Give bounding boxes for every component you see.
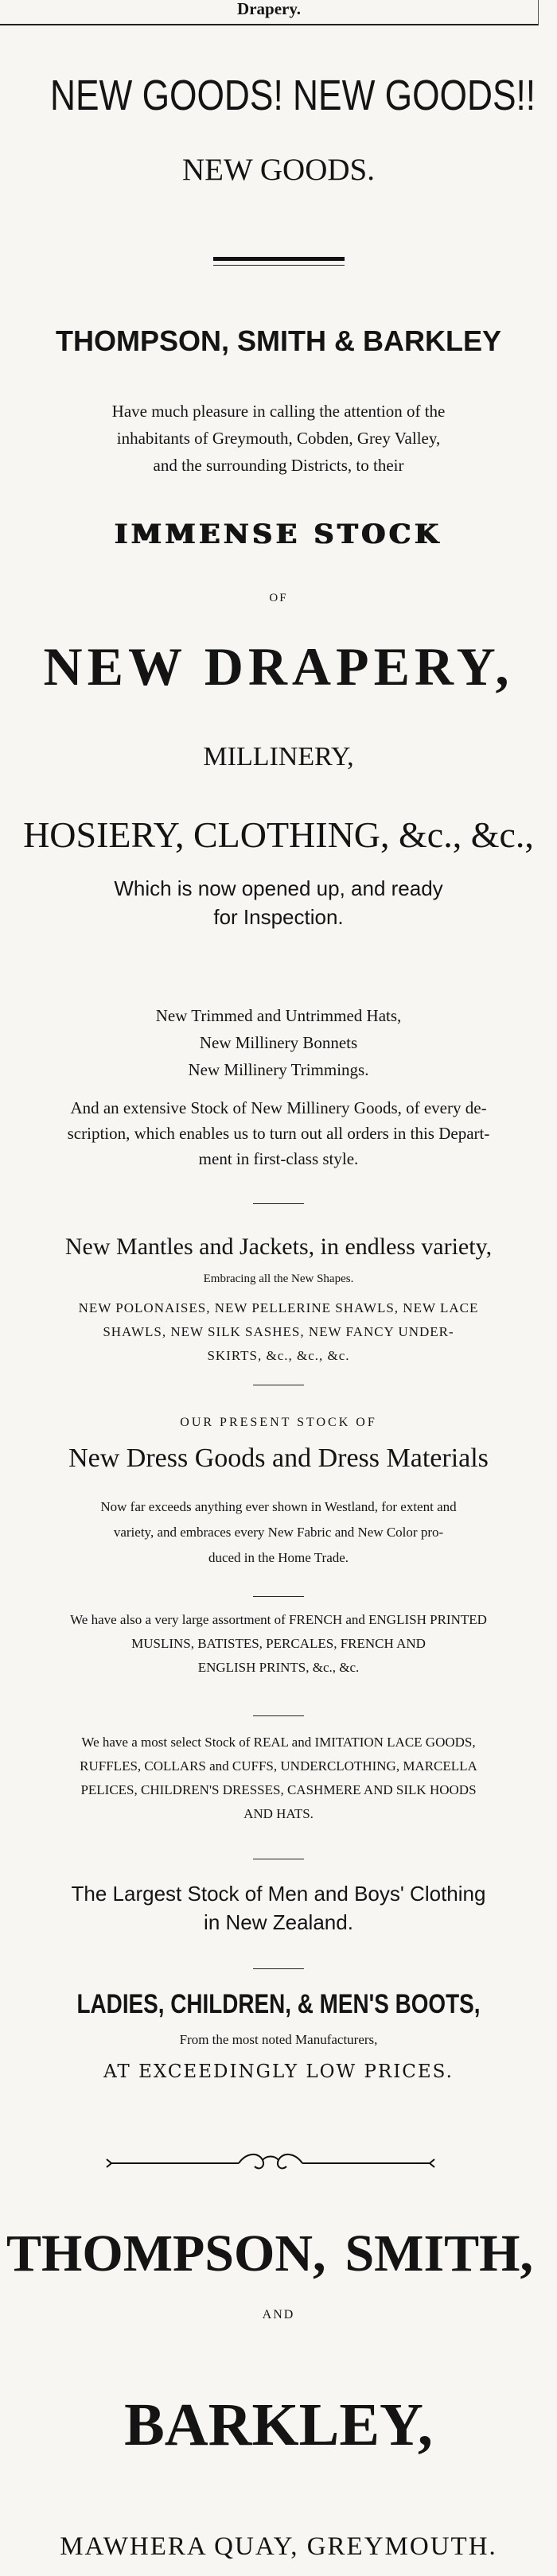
- signature-barkley: BARKLEY,: [124, 2391, 433, 2458]
- shapes-note: Embracing all the New Shapes.: [203, 1272, 354, 1285]
- paragraph-line: ENGLISH PRINTS, &c., &c.: [197, 1660, 360, 1675]
- paragraph-line: Now far exceeds anything ever shown in Westland, for extent and: [100, 1499, 457, 1514]
- paragraph-line: duced in the Home Trade.: [208, 1550, 349, 1565]
- address: MAWHERA QUAY, GREYMOUTH.: [60, 2532, 497, 2561]
- paragraph-line: We have also a very large assortment of FRENCH and ENGLISH PRINTED: [70, 1612, 487, 1627]
- manufacturers-note: From the most noted Manufacturers,: [179, 2032, 378, 2047]
- signature-thompson: THOMPSON,: [6, 2224, 326, 2283]
- paragraph-line: And an extensive Stock of New Millinery Goods, of every de-: [70, 1098, 487, 1117]
- paragraph-line: variety, and embraces every New Fabric and New Color pro-: [113, 1525, 444, 1540]
- inspection-line: for Inspection.: [213, 905, 344, 929]
- signature-smith: SMITH,: [345, 2224, 533, 2283]
- short-divider: [253, 1968, 304, 1969]
- of-label: OF: [269, 592, 288, 604]
- intro-line: and the surrounding Districts, to their: [153, 456, 404, 475]
- paragraph-line: We have a most select Stock of REAL and IMITATION LACE GOODS,: [81, 1735, 476, 1750]
- paragraph-line: PELICES, CHILDREN'S DRESSES, CASHMERE AND SILK HOODS: [80, 1782, 477, 1797]
- section-header: Drapery.: [0, 0, 539, 25]
- short-divider: [253, 1203, 304, 1204]
- boots-heading: LADIES, CHILDREN, & MEN'S BOOTS,: [76, 1989, 481, 2019]
- headline-new-goods: NEW GOODS! NEW GOODS!!: [50, 72, 536, 119]
- divider-thick: [213, 257, 345, 261]
- hosiery-clothing: HOSIERY, CLOTHING, &c., &c.,: [23, 814, 534, 855]
- paragraph-line: NEW POLONAISES, NEW PELLERINE SHAWLS, NEW LACE: [78, 1300, 479, 1315]
- flourish-ornament: [103, 2147, 438, 2179]
- paragraph-line: ment in first-class style.: [198, 1149, 359, 1168]
- paragraph-line: SHAWLS, NEW SILK SASHES, NEW FANCY UNDER-: [103, 1324, 454, 1339]
- millinery: MILLINERY,: [203, 742, 354, 771]
- list-item: New Millinery Trimmings.: [188, 1060, 369, 1079]
- intro-line: Have much pleasure in calling the attention of the: [111, 402, 446, 421]
- paragraph-line: MUSLINS, BATISTES, PERCALES, FRENCH AND: [131, 1636, 426, 1651]
- clothing-line: The Largest Stock of Men and Boys' Clothing: [71, 1882, 486, 1906]
- immense-stock: IMMENSE STOCK: [115, 519, 442, 550]
- list-item: New Trimmed and Untrimmed Hats,: [155, 1006, 402, 1025]
- low-prices: AT EXCEEDINGLY LOW PRICES.: [103, 2061, 454, 2082]
- paragraph-line: AND HATS.: [243, 1806, 314, 1821]
- mantles-heading: New Mantles and Jackets, in endless variety,: [64, 1234, 493, 1260]
- divider-thin: [213, 265, 345, 266]
- inspection-line: Which is now opened up, and ready: [114, 876, 443, 900]
- present-stock: OUR PRESENT STOCK OF: [180, 1416, 377, 1429]
- paragraph-line: SKIRTS, &c., &c., &c.: [207, 1348, 350, 1363]
- dress-goods-heading: New Dress Goods and Dress Materials: [68, 1443, 489, 1473]
- intro-line: inhabitants of Greymouth, Cobden, Grey Valley,: [116, 429, 441, 448]
- short-divider: [253, 1715, 304, 1716]
- list-item: New Millinery Bonnets: [199, 1033, 358, 1052]
- firm-name: THOMPSON, SMITH & BARKLEY: [55, 324, 501, 357]
- paragraph-line: RUFFLES, COLLARS and CUFFS, UNDERCLOTHING, MARCELLA: [80, 1758, 477, 1774]
- paragraph-line: scription, which enables us to turn out all orders in this Depart-: [67, 1124, 490, 1143]
- headline-new-goods-sub: NEW GOODS.: [182, 153, 375, 187]
- new-drapery: NEW DRAPERY,: [43, 636, 514, 697]
- clothing-line: in New Zealand.: [204, 1910, 353, 1934]
- short-divider: [253, 1596, 304, 1597]
- signature-and: AND: [262, 2308, 295, 2322]
